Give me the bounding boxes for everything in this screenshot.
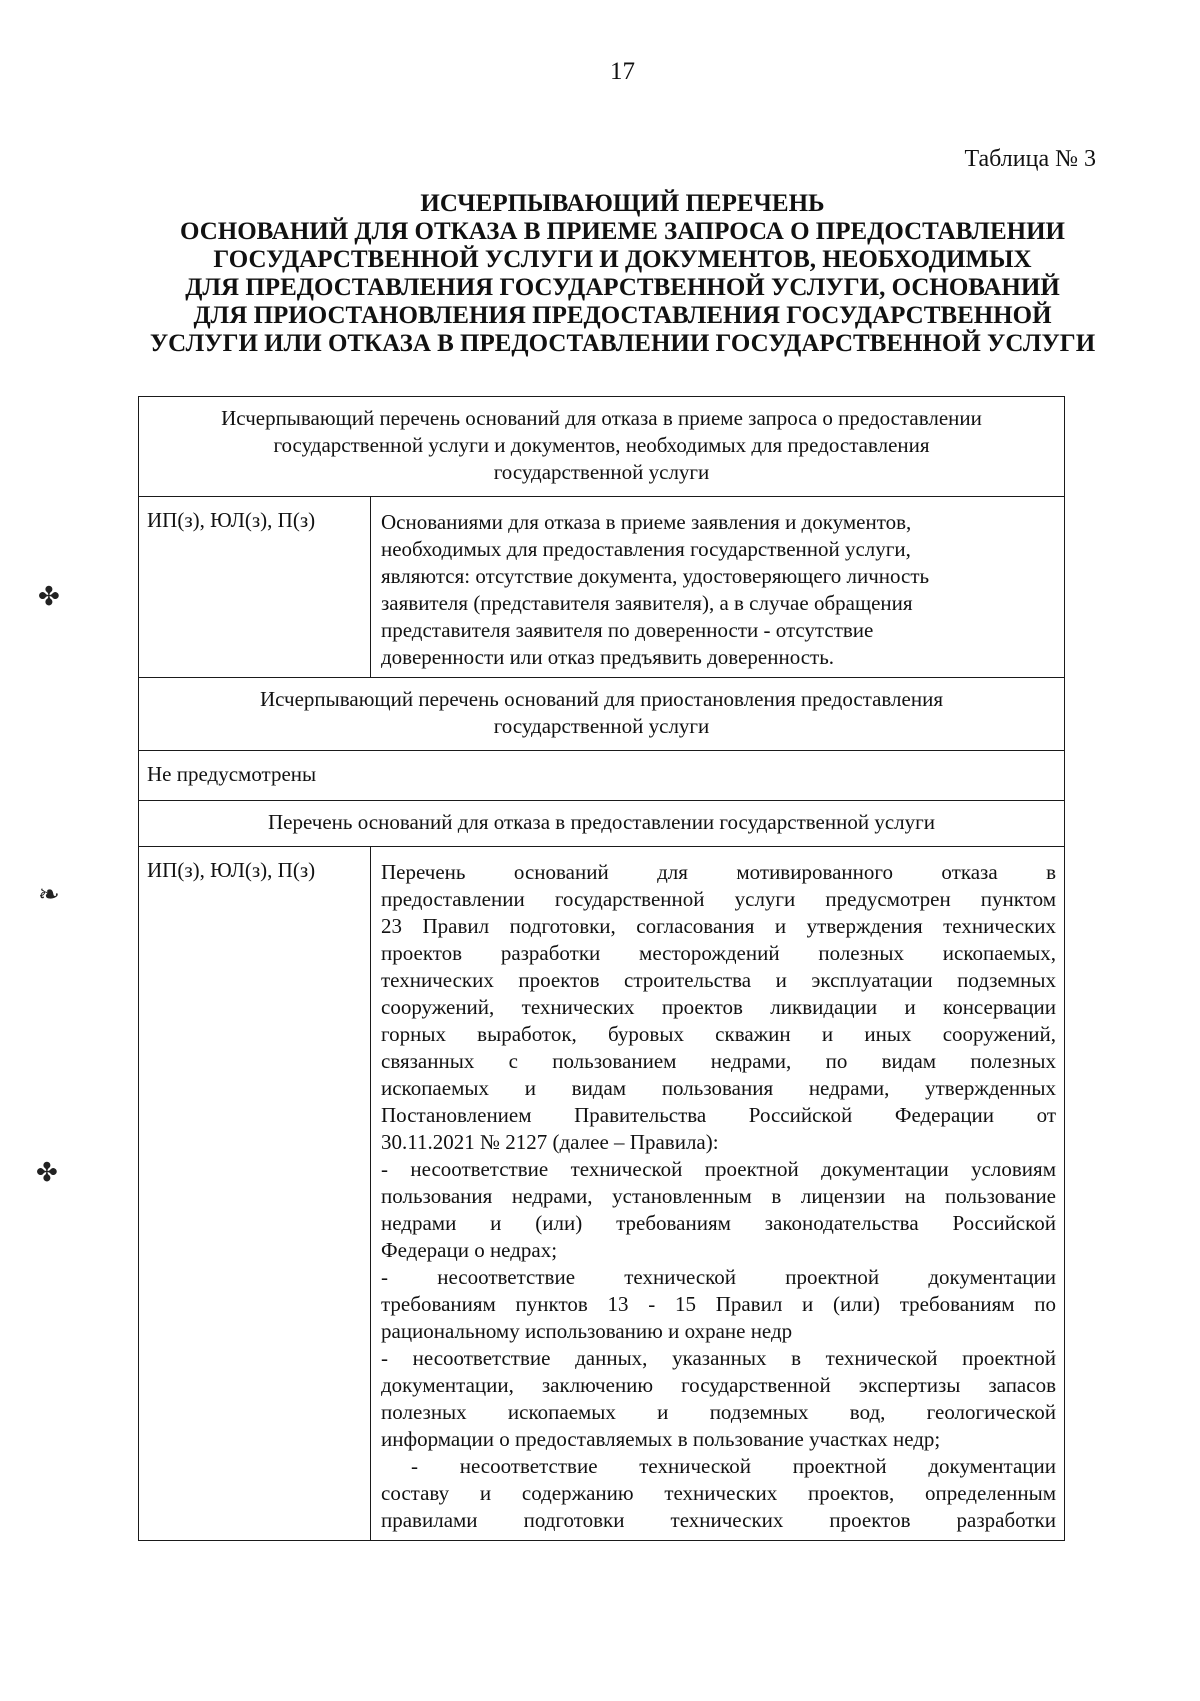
text-line: - несоответствие технической проектной документации	[381, 1265, 1056, 1289]
title-line: УСЛУГИ ИЛИ ОТКАЗА В ПРЕДОСТАВЛЕНИИ ГОСУДАРСТВЕННОЙ УСЛУГИ	[149, 330, 1096, 357]
page-number: 17	[610, 58, 635, 85]
text-line: составу и содержанию технических проектов, определенным	[381, 1481, 1056, 1505]
text-line: требованиям пунктов 13 - 15 Правил и (или) требованиям по	[381, 1292, 1056, 1316]
title-line: ДЛЯ ПРИОСТАНОВЛЕНИЯ ПРЕДОСТАВЛЕНИЯ ГОСУДАРСТВЕННОЙ	[193, 302, 1052, 329]
text-line: Перечень оснований для мотивированного отказа в	[381, 860, 1056, 884]
text-line: связанных с пользованием недрами, по видам полезных	[381, 1049, 1056, 1073]
text-line: горных выработок, буровых скважин и иных сооружений,	[381, 1022, 1056, 1046]
text-line: - несоответствие данных, указанных в технической проектной	[381, 1346, 1056, 1370]
text-line: Постановлением Правительства Российской Федерации от	[381, 1103, 1056, 1127]
paragraph	[381, 1264, 1056, 1345]
text-line: 23 Правил подготовки, согласования и утверждения технических	[381, 914, 1056, 938]
text-line: представителя заявителя по доверенности - отсутствие	[381, 618, 874, 642]
section-header-line: государственной услуги и документов, необходимых для предоставления	[273, 433, 930, 457]
table-caption: Таблица № 3	[964, 146, 1096, 172]
title-line: ДЛЯ ПРЕДОСТАВЛЕНИЯ ГОСУДАРСТВЕННОЙ УСЛУГИ, ОСНОВАНИЙ	[185, 274, 1060, 301]
paragraph	[381, 859, 1056, 1156]
section3-header: Перечень оснований для отказа в предоставлении государственной услуги	[139, 801, 1065, 847]
section-header-line: государственной услуги	[493, 714, 710, 738]
paragraph	[381, 1345, 1056, 1453]
text-line: - несоответствие технической проектной документации	[411, 1454, 1056, 1478]
section3-text	[371, 847, 1065, 1541]
text-line: проектов разработки месторождений полезных ископаемых,	[381, 941, 1056, 965]
applicant-code: ИП(з), ЮЛ(з), П(з)	[139, 847, 371, 1541]
text-line: правилами подготовки технических проектов разработки	[381, 1508, 1056, 1532]
text-line: документации, заключению государственной экспертизы запасов	[381, 1373, 1056, 1397]
title-line: ИСЧЕРПЫВАЮЩИЙ ПЕРЕЧЕНЬ	[420, 190, 825, 217]
text-line: предоставлении государственной услуги предусмотрен пунктом	[381, 887, 1056, 911]
section3-header-row	[139, 801, 1065, 847]
text-line: пользования недрами, установленным в лицензии на пользование	[381, 1184, 1056, 1208]
text-line: 30.11.2021 № 2127 (далее – Правила):	[381, 1130, 719, 1154]
text-line: являются: отсутствие документа, удостоверяющего личность	[381, 564, 930, 588]
title-line: ОСНОВАНИЙ ДЛЯ ОТКАЗА В ПРИЕМЕ ЗАПРОСА О ПРЕДОСТАВЛЕНИИ	[179, 218, 1066, 245]
text-line: рациональному использованию и охране недр	[381, 1319, 793, 1343]
scan-mark: ❧	[38, 880, 60, 909]
section2-value: Не предусмотрены	[139, 751, 1065, 801]
section2-header	[139, 678, 1065, 751]
section1-row	[139, 497, 1065, 678]
paragraph	[381, 1156, 1056, 1264]
text-line: ископаемых и видам пользования недрами, утвержденных	[381, 1076, 1056, 1100]
section1-header	[139, 397, 1065, 497]
section-header-line: государственной услуги	[493, 460, 710, 484]
section-header-line: Исчерпывающий перечень оснований для приостановления предоставления	[259, 687, 943, 711]
section2-row	[139, 751, 1065, 801]
section1-text	[371, 497, 1065, 678]
text-line: полезных ископаемых и подземных вод, геологической	[381, 1400, 1056, 1424]
scan-mark: ✤	[36, 1158, 58, 1187]
section-header-line: Исчерпывающий перечень оснований для отказа в приеме запроса о предоставлении	[221, 406, 982, 430]
paragraph	[381, 1453, 1056, 1534]
applicant-code: ИП(з), ЮЛ(з), П(з)	[139, 497, 371, 678]
text-line: сооружений, технических проектов ликвидации и консервации	[381, 995, 1056, 1019]
grounds-table	[138, 396, 1065, 1541]
text-line: информации о предоставляемых в пользование участках недр;	[381, 1427, 941, 1451]
text-line: - несоответствие технической проектной документации условиям	[381, 1157, 1056, 1181]
text-line: недрами и (или) требованиям законодательства Российской	[381, 1211, 1056, 1235]
section2-header-row	[139, 678, 1065, 751]
text-line: Федераци о недрах;	[381, 1238, 558, 1262]
text-line: заявителя (представителя заявителя), а в случае обращения	[381, 591, 913, 615]
text-line: необходимых для предоставления государственной услуги,	[381, 537, 911, 561]
text-line: доверенности или отказ предъявить доверенность.	[381, 645, 835, 669]
section3-row	[139, 847, 1065, 1541]
text-line: технических проектов строительства и эксплуатации подземных	[381, 968, 1056, 992]
section1-header-row	[139, 397, 1065, 497]
scan-mark: ✤	[38, 582, 60, 611]
document-title	[130, 190, 1115, 358]
text-line: Основаниями для отказа в приеме заявления и документов,	[381, 510, 912, 534]
title-line: ГОСУДАРСТВЕННОЙ УСЛУГИ И ДОКУМЕНТОВ, НЕОБХОДИМЫХ	[213, 246, 1032, 273]
